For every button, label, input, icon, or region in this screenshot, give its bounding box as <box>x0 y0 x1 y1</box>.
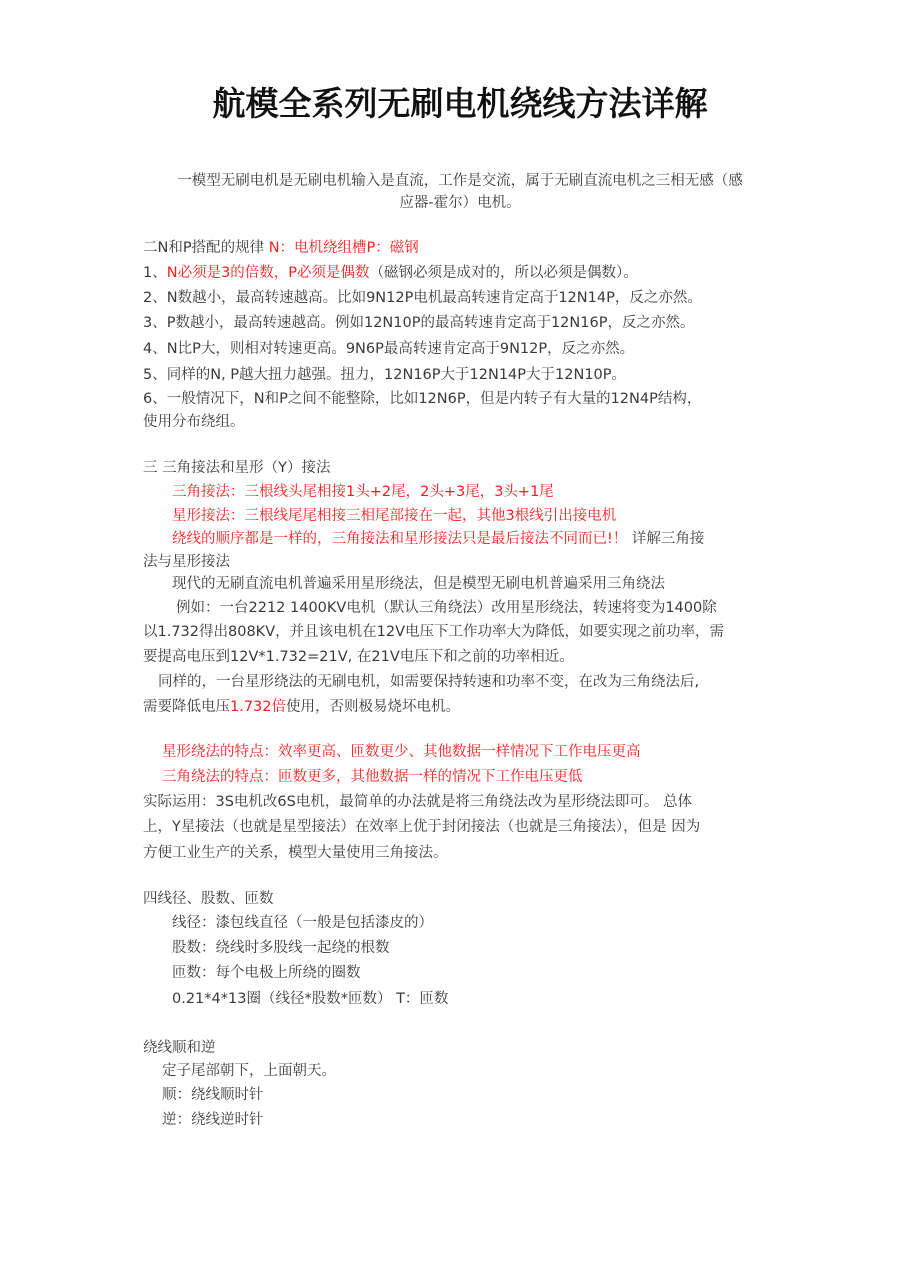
paragraph-line <box>0 193 920 213</box>
text-segment: 绕线顺和逆 <box>143 1040 216 1056</box>
paragraph-line <box>176 598 717 618</box>
highlighted-text: 绕线的顺序都是一样的，三角接法和星形接法只是最后接法不同而已!！ <box>172 531 628 547</box>
text-segment: 线径：漆包线直径（一般是包括漆皮的） <box>172 915 433 931</box>
paragraph-line <box>143 697 460 717</box>
text-segment: 使用分布绕组。 <box>143 414 245 430</box>
paragraph-line <box>143 313 694 333</box>
paragraph-line <box>143 1038 216 1058</box>
paragraph-line <box>143 552 230 572</box>
text-segment: 同样的，一台星形绕法的无刷电机，如需要保持转速和功率不变，在改为三角绕法后, <box>158 674 700 690</box>
text-segment: 3、P数越小，最高转速越高。例如12N10P的最高转速肯定高于12N16P，反之亦然。 <box>143 315 695 331</box>
paragraph-line <box>172 989 448 1009</box>
paragraph-line <box>0 171 920 191</box>
paragraph-line <box>162 1061 336 1081</box>
paragraph-line <box>143 817 700 837</box>
text-segment: 1、 <box>143 265 167 281</box>
highlighted-text: N：电机绕组槽P：磁钢 <box>268 240 419 256</box>
paragraph-line <box>172 506 616 526</box>
paragraph-line <box>162 1085 264 1105</box>
paragraph-line <box>172 913 433 933</box>
text-segment: 一模型无刷电机是无刷电机输入是直流，工作是交流，属于无刷直流电机之三相无感（感 <box>177 173 743 189</box>
paragraph-line <box>143 365 626 385</box>
text-segment: 5、同样的N, P越大扭力越强。扭力，12N16P大于12N14P大于12N10P。 <box>143 367 627 383</box>
text-segment: 方便工业生产的关系，模型大量使用三角接法。 <box>143 845 448 861</box>
paragraph-line <box>172 529 704 549</box>
text-segment: 上，Y星接法（也就是星型接法）在效率上优于封闭接法（也就是三角接法），但是 因为 <box>143 819 701 835</box>
paragraph-line <box>143 238 419 258</box>
paragraph-line <box>172 938 390 958</box>
text-segment: 三 三角接法和星形（Y）接法 <box>143 460 331 476</box>
text-segment: 以1.732得出808KV，并且该电机在12V电压下工作功率大为降低，如要实现之前功率，需 <box>143 624 724 640</box>
highlighted-text: 1.732倍 <box>230 699 287 715</box>
paragraph-line <box>143 843 448 863</box>
text-segment: 四线径、股数、匝数 <box>143 891 274 907</box>
text-segment: 使用，否则极易烧坏电机。 <box>286 699 461 715</box>
paragraph-line <box>143 889 274 909</box>
text-segment: 定子尾部朝下，上面朝天。 <box>162 1063 336 1079</box>
paragraph-line <box>143 263 638 283</box>
text-segment: 顺：绕线顺时针 <box>162 1087 264 1103</box>
text-segment: 2、N数越小，最高转速越高。比如9N12P电机最高转速肯定高于12N14P，反之亦然。 <box>143 290 702 306</box>
paragraph-line <box>172 574 665 594</box>
highlighted-text: 星形绕法的特点：效率更高、匝数更少、其他数据一样情况下工作电压更高 <box>162 744 641 760</box>
paragraph-line <box>143 389 701 409</box>
highlighted-text: N必须是3的倍数，P必须是偶数 <box>166 265 370 281</box>
paragraph-line <box>172 963 361 983</box>
paragraph-line <box>143 622 724 642</box>
paragraph-line <box>162 767 583 787</box>
highlighted-text: 三角接法：三根线头尾相接1头+2尾，2头+3尾，3头+1尾 <box>172 484 554 500</box>
text-segment: （磁钢必须是成对的，所以必须是偶数）。 <box>369 265 638 281</box>
paragraph-line <box>143 647 574 667</box>
paragraph-line <box>172 482 554 502</box>
text-segment: 需要降低电压 <box>143 699 230 715</box>
text-segment: 0.21*4*13圈（线径*股数*匝数） T：匝数 <box>172 991 449 1007</box>
text-segment: 二N和P搭配的规律 <box>143 240 269 256</box>
highlighted-text: 三角绕法的特点：匝数更多，其他数据一样的情况下工作电压更低 <box>162 769 583 785</box>
paragraph-line <box>143 412 245 432</box>
paragraph-line <box>143 458 330 478</box>
paragraph-line <box>162 1110 264 1130</box>
text-segment: 例如：一台2212 1400KV电机（默认三角绕法）改用星形绕法，转速将变为1400除 <box>176 600 717 616</box>
text-segment: 法与星形接法 <box>143 554 230 570</box>
text-segment: 现代的无刷直流电机普遍采用星形绕法，但是模型无刷电机普遍采用三角绕法 <box>172 576 665 592</box>
text-segment: 6、一般情况下，N和P之间不能整除，比如12N6P，但是内转子有大量的12N4P结构， <box>143 391 702 407</box>
text-segment: 匝数：每个电极上所绕的圈数 <box>172 965 361 981</box>
text-segment: 要提高电压到12V*1.732=21V, 在21V电压下和之前的功率相近。 <box>143 649 574 665</box>
highlighted-text: 星形接法：三根线尾尾相接三相尾部接在一起，其他3根线引出接电机 <box>172 508 617 524</box>
paragraph-line <box>143 792 692 812</box>
paragraph-line <box>162 742 641 762</box>
paragraph-line <box>158 672 699 692</box>
text-segment: 详解三角接 <box>627 531 705 547</box>
text-segment: 逆：绕线逆时针 <box>162 1112 264 1128</box>
paragraph-line <box>143 339 634 359</box>
text-segment: 应器-霍尔）电机。 <box>399 195 521 211</box>
document-title: 航模全系列无刷电机绕线方法详解 <box>212 84 708 123</box>
text-segment: 股数：绕线时多股线一起绕的根数 <box>172 940 390 956</box>
paragraph-line <box>143 288 702 308</box>
text-segment: 实际运用：3S电机改6S电机，最简单的办法就是将三角绕法改为星形绕法即可。 总体 <box>143 794 692 810</box>
text-segment: 4、N比P大，则相对转速更高。9N6P最高转速肯定高于9N12P，反之亦然。 <box>143 341 635 357</box>
